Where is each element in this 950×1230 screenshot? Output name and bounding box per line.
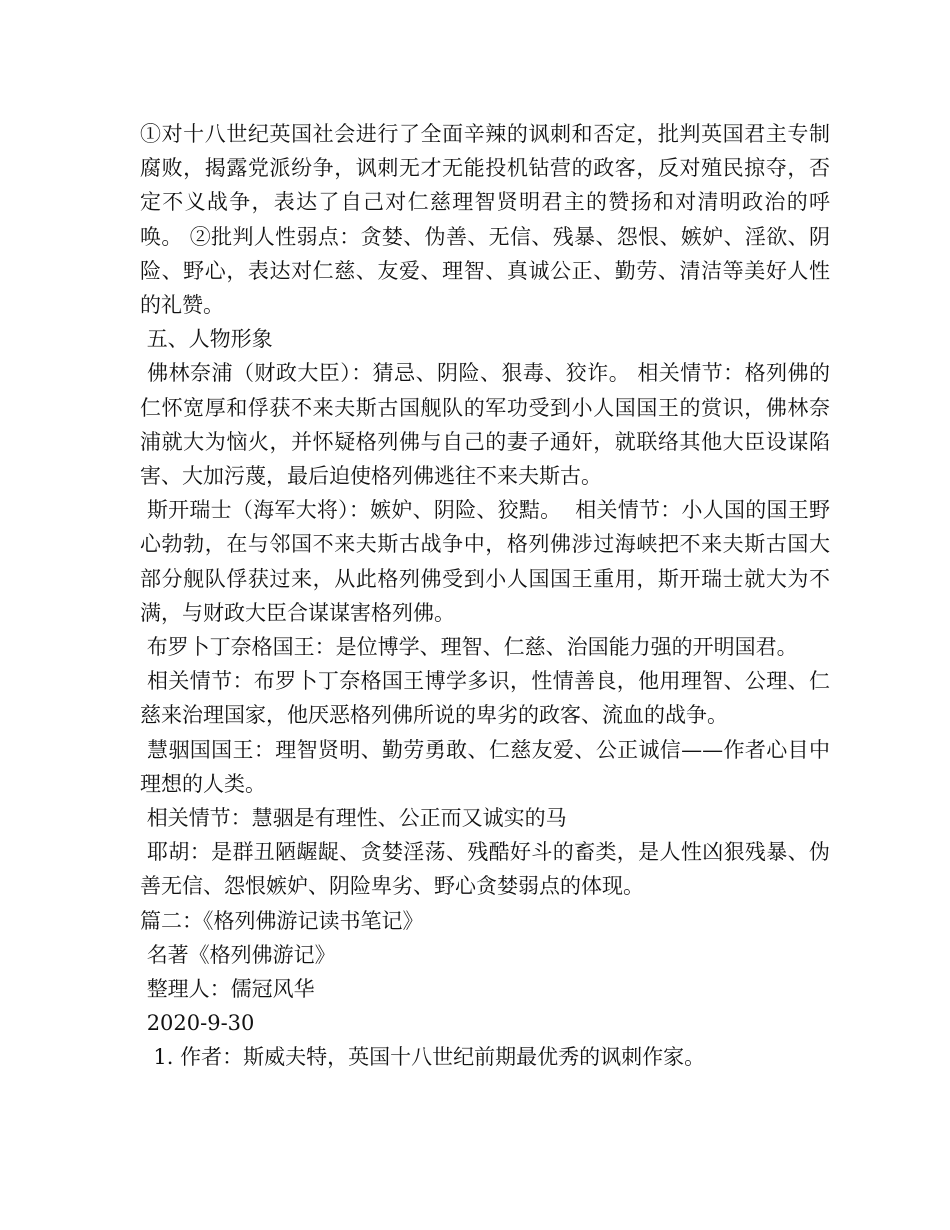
list-item-author: 1. 作者：斯威夫特，英国十八世纪前期最优秀的讽刺作家。 — [140, 1045, 706, 1070]
paragraph-houyhnhnm-king: 慧骃国国王：理智贤明、勤劳勇敢、仁慈友爱、公正诚信——作者心目中理想的人类。 — [140, 737, 830, 796]
paragraph-houyhnhnm-plot: 相关情节：慧骃是有理性、公正而又诚实的马 — [140, 806, 567, 831]
paragraph-brobdingnag-plot: 相关情节：布罗卜丁奈格国王博学多识，性情善良，他用理智、公理、仁慈来治理国家，他厌恶格列佛所说的卑劣的政客、流血的战争。 — [140, 669, 830, 728]
document-body — [140, 117, 830, 1075]
paragraph-yahoo: 耶胡：是群丑陋龌龊、贪婪淫荡、残酷好斗的畜类，是人性凶狠残暴、伪善无信、怨恨嫉妒、阴险卑劣、野心贪婪弱点的体现。 — [140, 840, 830, 899]
section-heading-characters: 五、人物形象 — [140, 327, 273, 352]
date-line: 2020-9-30 — [140, 1011, 255, 1036]
paragraph-flimnap: 佛林奈浦（财政大臣）：猜忌、阴险、狠毒、狡诈。 相关情节：格列佛的仁怀宽厚和俘获不来夫斯古国舰队的军功受到小人国国王的赏识，佛林奈浦就大为恼火，并怀疑格列佛与自己的妻子通奸，就联络其他大臣设谋陷害、大加污蔑，最后迫使格列佛逃往不来夫斯古。 — [140, 361, 830, 489]
paragraph-criticism: ①对十八世纪英国社会进行了全面辛辣的讽刺和否定，批判英国君主专制腐败，揭露党派纷争，讽刺无才无能投机钻营的政客，反对殖民掠夺，否定不义战争，表达了自己对仁慈理智贤明君主的赞扬和对清明政治的呼唤。 ②批判人性弱点：贪婪、伪善、无信、残暴、怨恨、嫉妒、淫欲、阴险、野心，表达对仁慈、友爱、理智、真诚公正、勤劳、清洁等美好人性的礼赞。 — [140, 122, 830, 318]
paragraph-skyresh: 斯开瑞士（海军大将）：嫉妒、阴险、狡黠。 相关情节：小人国的国王野心勃勃，在与邻国不来夫斯古战争中，格列佛涉过海峡把不来夫斯古国大部分舰队俘获过来，从此格列佛受到小人国国王重用，斯开瑞士就大为不满，与财政大臣合谋谋害格列佛。 — [140, 498, 830, 625]
section-title-part-two: 篇二：《格列佛游记读书笔记》 — [140, 908, 424, 933]
paragraph-brobdingnag-king: 布罗卜丁奈格国王：是位博学、理智、仁慈、治国能力强的开明国君。 — [140, 635, 798, 660]
compiler-line: 整理人：儒冠风华 — [140, 977, 315, 1002]
book-title-line: 名著《格列佛游记》 — [140, 942, 336, 967]
